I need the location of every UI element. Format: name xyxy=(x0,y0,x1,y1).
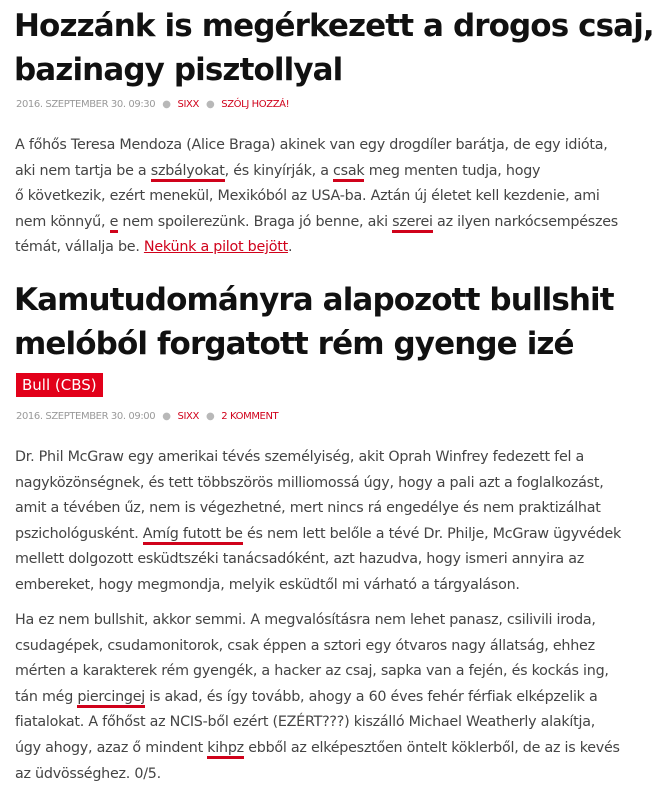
comment-link[interactable]: 2 KOMMENT xyxy=(221,411,279,422)
post-date: 2016. SZEPTEMBER 30. 09:00 xyxy=(16,411,156,422)
title-line[interactable]: Hozzánk is megérkezett a drogos csaj, xyxy=(14,8,654,44)
comment-link[interactable]: SZÓLJ HOZZÁ! xyxy=(221,99,290,110)
typo-underline: Amíg futott be xyxy=(143,526,243,545)
article-body: A főhős Teresa Mendoza (Alice Braga) akinek van egy drogdíler barátja, de egy idióta, aki nem tartja be a szbályokat, és kinyírják, a csak meg menten tudja, hogy ő következik, ezért menekül, Mexikóból az USA-ba. Aztán új életet kell kezdenie, ami nem könnyű, e nem spoilerezünk. Braga jó benne, aki szerei az ilyen narkócsempészes témát, vállalja be. Nekünk a pilot bejött. xyxy=(15,137,618,256)
post-date: 2016. SZEPTEMBER 30. 09:30 xyxy=(16,99,156,110)
typo-underline: szbályokat xyxy=(151,163,225,182)
article-paragraph: Dr. Phil McGraw egy amerikai tévés személyiség, akit Oprah Winfrey fedezett fel a nagyközönségnek, és tett többszörös milliomossá úgy, hogy a pali azt a foglalkozást, amit a tévében űz, nem is végezhetné, mert nincs rá engedélye és nem praktizálhat pszichológusként. Amíg futott be és nem lett belőle a tévé Dr. Philje, McGraw ügyvédek mellett dolgozott esküdtszéki tanácsadóként, azt hazudva, hogy ismeri annyira az embereket, hogy megmondja, melyik esküdtől mi várható a tárgyaláson. xyxy=(15,449,622,593)
show-tag[interactable]: Bull (CBS) xyxy=(16,373,103,397)
title-line[interactable]: Kamutudományra alapozott bullshit xyxy=(14,282,614,318)
separator-dot-icon: ● xyxy=(205,99,215,110)
article-title[interactable] xyxy=(14,4,654,92)
typo-underline: kihpz xyxy=(207,740,244,759)
post-meta xyxy=(16,98,289,112)
channel-link[interactable]: SIXX xyxy=(177,411,199,422)
article-paragraph: Ha ez nem bullshit, akkor semmi. A megvalósításra nem lehet panasz, csilivili iroda, csudagépek, csudamonitorok, csak éppen a sztori egy ótvaros nagy állatság, ehhez mérten a karakterek rém gyengék, a hacker az csaj, sapka van a fején, és kockás ing, tán még piercingej is akad, és így tovább, ahogy a 60 éves fehér férfiak elképzelik a fiatalokat. A főhőst az NCIS-ből ezért (EZÉRT???) kiszálló Michael Weatherly alakítja, úgy ahogy, azaz ő mindent kihpz ebből az elképesztően öntelt köklerből, de az is kevés az üdvösséghez. 0/5. xyxy=(15,612,620,782)
separator-dot-icon: ● xyxy=(205,411,215,422)
typo-underline: csak xyxy=(333,163,364,182)
post-meta xyxy=(16,410,278,424)
channel-link[interactable]: SIXX xyxy=(177,99,199,110)
separator-dot-icon: ● xyxy=(162,99,171,110)
article-title[interactable] xyxy=(14,278,614,366)
title-line[interactable]: melóból forgatott rém gyenge izé xyxy=(14,326,574,362)
typo-underline: piercingej xyxy=(77,689,145,708)
separator-dot-icon: ● xyxy=(162,411,171,422)
typo-underline: szerei xyxy=(392,214,433,233)
title-line[interactable]: bazinagy pisztollyal xyxy=(14,52,343,88)
pilot-link[interactable]: Nekünk a pilot bejött xyxy=(143,239,288,256)
typo-underline: e xyxy=(110,214,119,233)
